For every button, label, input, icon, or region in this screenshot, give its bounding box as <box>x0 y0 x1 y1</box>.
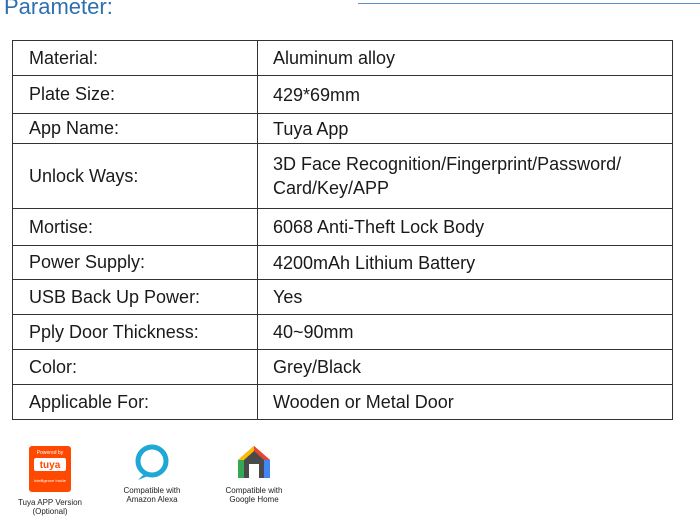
table-row <box>13 385 673 420</box>
spec-value: 4200mAh Lithium Battery <box>258 246 673 280</box>
spec-label: Plate Size: <box>13 76 258 114</box>
google-home-icon <box>234 442 274 482</box>
spec-value: Wooden or Metal Door <box>258 385 673 420</box>
table-row <box>13 41 673 76</box>
google-caption-1: Compatible with <box>225 486 283 495</box>
tuya-caption-1: Tuya APP Version <box>17 498 83 507</box>
table-row <box>13 209 673 246</box>
alexa-logo <box>112 442 192 504</box>
spec-label: Mortise: <box>13 209 258 246</box>
table-row <box>13 246 673 280</box>
spec-value-line: Card/Key/APP <box>273 178 390 198</box>
spec-value: 40~90mm <box>258 315 673 350</box>
spec-label: USB Back Up Power: <box>13 280 258 315</box>
spec-value <box>258 144 673 209</box>
table-row <box>13 350 673 385</box>
spec-value: Tuya App <box>258 114 673 144</box>
table-row <box>13 315 673 350</box>
tuya-caption-2: (Optional) <box>32 507 68 516</box>
table-row <box>13 144 673 209</box>
spec-value: Yes <box>258 280 673 315</box>
spec-label: App Name: <box>13 114 258 144</box>
heading-rule <box>358 3 700 4</box>
spec-value: Grey/Black <box>258 350 673 385</box>
spec-value: 429*69mm <box>258 76 673 114</box>
spec-value: Aluminum alloy <box>258 41 673 76</box>
spec-label: Color: <box>13 350 258 385</box>
spec-label: Material: <box>13 41 258 76</box>
tuya-badge-brand: tuya <box>39 460 61 471</box>
alexa-caption-2: Amazon Alexa <box>126 495 178 504</box>
table-row <box>13 280 673 315</box>
alexa-caption-1: Compatible with <box>123 486 181 495</box>
tuya-logo <box>10 446 90 516</box>
spec-value-line: 3D Face Recognition/Fingerprint/Password/ <box>273 154 622 174</box>
tuya-badge-icon <box>29 446 71 492</box>
spec-table <box>12 40 673 420</box>
google-caption-2: Google Home <box>229 495 279 504</box>
tuya-badge-top: Powered by <box>36 450 64 456</box>
table-row <box>13 76 673 114</box>
spec-label: Applicable For: <box>13 385 258 420</box>
alexa-ring-icon <box>132 442 172 482</box>
table-row <box>13 114 673 144</box>
compatibility-logos <box>0 436 320 523</box>
tuya-badge-sub: Intelligence Inside <box>33 478 67 483</box>
page-heading: Parameter: <box>4 0 113 19</box>
google-home-logo <box>212 442 296 504</box>
spec-label: Pply Door Thickness: <box>13 315 258 350</box>
spec-value: 6068 Anti-Theft Lock Body <box>258 209 673 246</box>
spec-label: Unlock Ways: <box>13 144 258 209</box>
spec-label: Power Supply: <box>13 246 258 280</box>
